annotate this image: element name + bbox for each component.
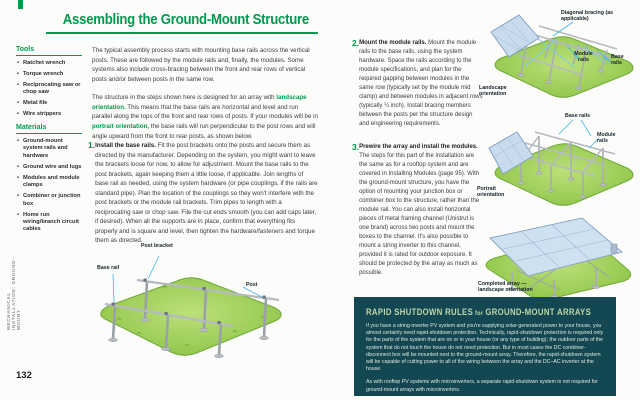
materials-item: • Modules and module clamps bbox=[16, 175, 82, 190]
portrait-orientation-term: portrait orientation, bbox=[92, 122, 150, 130]
step-1-text bbox=[95, 141, 318, 246]
materials-item: • Ground wire and lugs bbox=[16, 164, 82, 171]
spine-label: MECHANICAL INSTALLATION: GROUND-MOUNT bbox=[6, 257, 21, 330]
rapid-shutdown-title bbox=[366, 307, 604, 317]
figure-portrait-orientation bbox=[477, 106, 640, 212]
figure-completed-array bbox=[476, 212, 640, 302]
page-title bbox=[46, 11, 318, 28]
step-3-text bbox=[359, 143, 483, 278]
post-bracket-label: Post bracket bbox=[141, 243, 173, 249]
tools-section bbox=[16, 46, 82, 122]
module-rails-label: Module rails bbox=[597, 132, 616, 145]
rapid-shutdown-box bbox=[354, 297, 616, 396]
figure-landscape-orientation bbox=[479, 2, 640, 104]
diagonal-bracing-label: Diagonal bracing (as applicable) bbox=[561, 10, 614, 23]
page-title-text: Assembling the Ground-Mount Structure bbox=[62, 11, 309, 28]
tools-item: • Torque wrench bbox=[16, 71, 82, 78]
figure-base-structure bbox=[93, 240, 288, 365]
intro-p2-text: the base rails will run perpendicular to the post rows and will angle upward from the front to rear posts, as shown below. bbox=[92, 122, 316, 140]
step-3 bbox=[352, 143, 483, 278]
step-1 bbox=[88, 141, 318, 246]
intro-paragraph-1: The typical assembly process starts with mounting base rails across the vertical posts. These are followed by the module rails and, finally, the modules. Some systems also include cross-bracing between the front and rear rows of vertical posts and/or between posts in the same row. bbox=[92, 47, 310, 84]
grass-patch bbox=[101, 278, 281, 355]
materials-list bbox=[16, 138, 82, 234]
step-2-body: Mount the module rails to the base rails, using the system hardware. Space the rails according to the module specifications, and plan for the required gapping between modules in the same row (typically set by the module mid clamp) and between modules in adjacent rows (typically ¼ inch). Install bracing members between the posts per the structure design and engineering requirements. bbox=[359, 40, 483, 127]
completed-array-caption: Completed array — landscape orientation bbox=[478, 281, 533, 294]
tools-list bbox=[16, 60, 82, 119]
step-2-text bbox=[359, 39, 483, 129]
intro-paragraph-2 bbox=[92, 93, 318, 142]
module-rails-label: Module rails bbox=[574, 51, 593, 64]
title-rule bbox=[46, 32, 318, 34]
shutdown-title-part1: RAPID SHUTDOWN RULES bbox=[366, 307, 474, 317]
page-tab-marker bbox=[18, 0, 23, 9]
step-3-number: 3. bbox=[352, 142, 360, 152]
step-2-lead: Mount the module rails. bbox=[359, 40, 427, 46]
landscape-orientation-caption: Landscape orientation bbox=[479, 85, 507, 98]
step-3-lead: Prewire the array and install the modules. bbox=[359, 144, 478, 150]
step-3-body: The steps for this part of the installation are the same as for a rooftop system and are covered in Installing Modules (page 95). With the ground-mount structure, you have the option of mounting your junction box or combiner box to the structure, rather than the module rail. You can also install horizontal pieces of metal framing channel (Unistrut is one brand) across two posts and mount the boxes to the channel. It's also possible to mount a string inverter to this channel, provided it is rated for outdoor exposure. It should be protected by the array as much as possible. bbox=[359, 153, 480, 276]
base-structure-illustration bbox=[93, 240, 288, 365]
page-number: 132 bbox=[16, 370, 32, 381]
tools-heading: Tools bbox=[16, 46, 82, 56]
tools-item: • Wire strippers bbox=[16, 111, 82, 118]
shutdown-paragraph-1: If you have a string-inverter PV system and you're supplying solar-generated power to your house, you almost certainly need rapid-shutdown protection. Technically, rapid-shutdown protection is required only for the parts of the system that are on or in your house (or any type of building); the outdoor parts of the system that do not touch the house do not need protection. But in most cases the DC combiner-disconnect box will be mounted next to the ground-mount array. Therefore, the rapid-shutdown system will be capable of cutting power to all of the wiring between the array and the DC–AC inverter at the house. bbox=[366, 323, 604, 373]
tools-item: • Metal file bbox=[16, 100, 82, 107]
tools-item: • Ratchet wrench bbox=[16, 60, 82, 67]
materials-heading: Materials bbox=[16, 124, 82, 134]
step-2 bbox=[352, 39, 483, 129]
step-1-body: Fit the post brackets onto the posts and secure them as directed by the manufacturer. Depending on the system, you might want to leave the brackets loose for now, to allow for adjustment. Mount the base rails to the post brackets, again keeping them a little loose, if applicable. Join lengths of base rail as needed, using the system hardware (or pipe couplings, if the rails are standard pipe). Plan the location of the couplings so they won't interfere with the post brackets or the module rail brackets. Trim pipes to length with a reciprocating saw or chop saw. File the cut ends smooth (you can add caps later, if desired). When all the supports are in place, confirm that everything fits properly and is square and level, then tighten the hardware/fasteners and torque them as directed. bbox=[95, 142, 318, 244]
intro-column bbox=[92, 46, 318, 149]
base-rail-label: Base rail bbox=[97, 265, 120, 271]
tools-item: • Reciprocating saw or chop saw bbox=[16, 82, 82, 97]
shutdown-paragraph-2: As with rooftop PV systems with microinverters, a separate rapid-shutdown system is not required for ground-mount arrays with microinverters. bbox=[366, 379, 598, 393]
landscape-orientation-term: landscape orientation. bbox=[92, 93, 307, 111]
base-rails-label: Base rails bbox=[611, 54, 624, 67]
materials-item: • Ground-mount system rails and hardware bbox=[16, 138, 82, 160]
step-2-number: 2. bbox=[352, 38, 360, 48]
intro-p2-text: The structure in the steps shown here is designed for an array with bbox=[92, 93, 277, 101]
shutdown-title-for: for bbox=[473, 310, 486, 317]
materials-section bbox=[16, 124, 82, 237]
step-1-lead: Install the base rails. bbox=[95, 142, 156, 149]
materials-item: • Home run wiring/branch circuit cables bbox=[16, 212, 82, 234]
intro-p2-text: This means that the base rails are horizontal and level and run parallel along the tops of the front and rear rows of posts. If your modules will be in bbox=[92, 103, 318, 121]
step-1-number: 1. bbox=[88, 140, 96, 150]
materials-item: • Combiner or junction box bbox=[16, 193, 82, 208]
post-label: Post bbox=[246, 282, 258, 288]
portrait-orientation-caption: Portrait orientation bbox=[477, 186, 505, 199]
shutdown-title-part2: GROUND-MOUNT ARRAYS bbox=[485, 307, 592, 317]
base-rails-label: Base rails bbox=[565, 113, 591, 119]
